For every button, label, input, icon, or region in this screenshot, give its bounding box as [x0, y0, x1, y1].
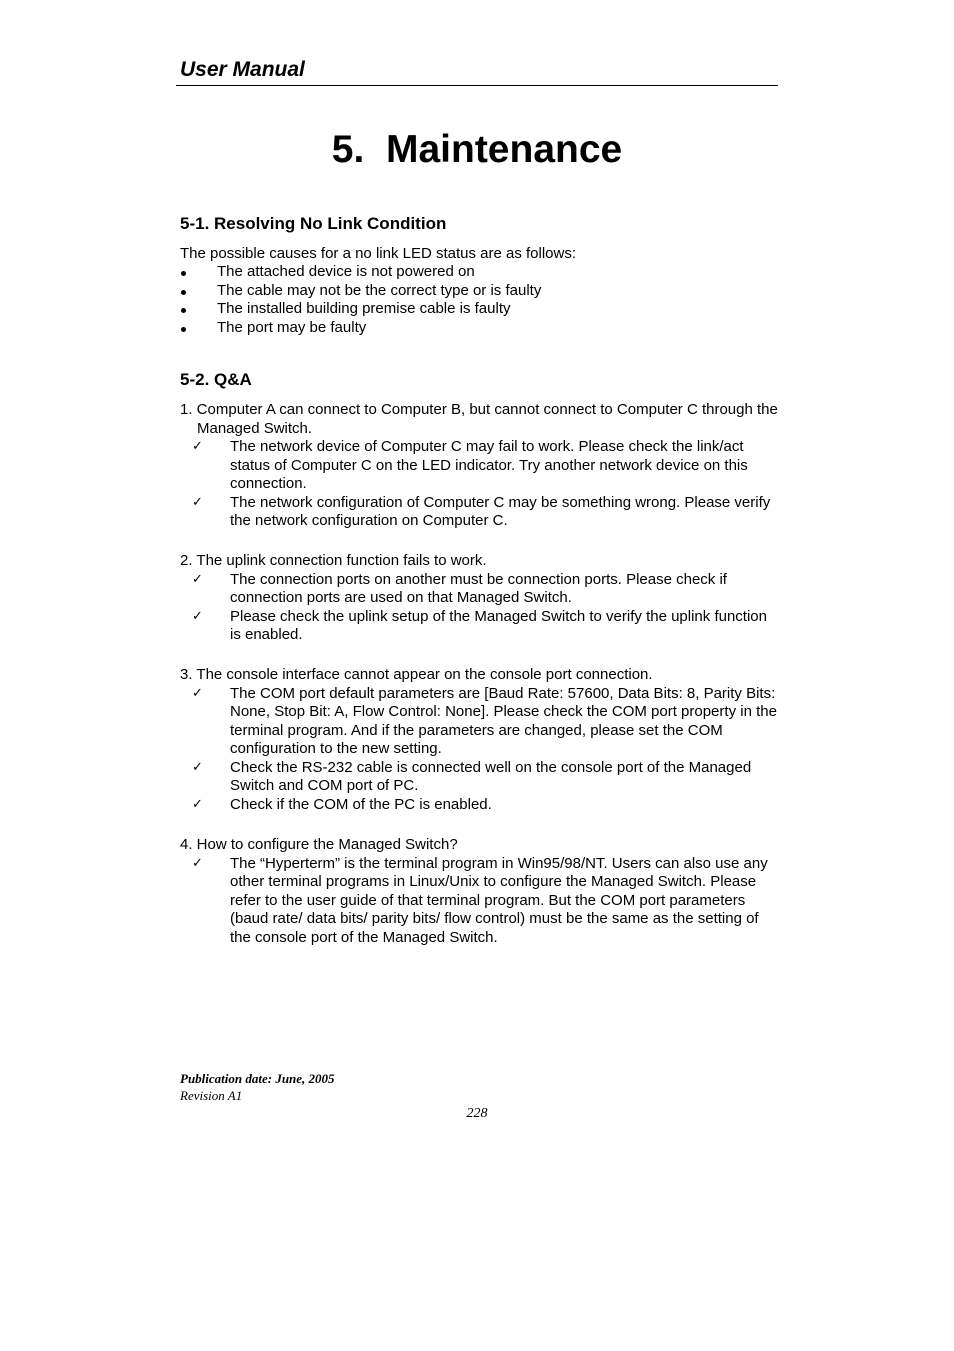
checkmark-icon: ✓	[192, 439, 203, 454]
list-item	[180, 319, 780, 338]
publication-date: Publication date: June, 2005	[180, 1071, 335, 1086]
qa-answer-text: The network device of Computer C may fail to work. Please check the link/act status of Computer C on the LED indicator. Try another network device on this connection.	[230, 438, 748, 492]
qa-question: 4. How to configure the Managed Switch?	[180, 836, 458, 853]
qa-answer	[180, 571, 780, 608]
qa-answer	[180, 438, 780, 494]
qa-question: 2. The uplink connection function fails to work.	[180, 552, 487, 569]
qa-answer	[180, 759, 780, 796]
list-item	[180, 263, 780, 282]
section-heading-qa: 5-2. Q&A	[180, 370, 252, 389]
checkmark-icon: ✓	[192, 796, 203, 812]
list-item-text: The installed building premise cable is faulty	[217, 300, 511, 317]
qa-answer-text: Check if the COM of the PC is enabled.	[230, 795, 492, 813]
list-item-text: The cable may not be the correct type or is faulty	[217, 281, 542, 299]
checkmark-icon: ✓	[192, 608, 203, 624]
section-intro: The possible causes for a no link LED status are as follows:	[180, 245, 577, 262]
qa-answer	[180, 494, 780, 531]
section-heading-no-link: 5-1. Resolving No Link Condition	[180, 214, 447, 233]
bullet-icon	[181, 327, 186, 332]
page-number: 228	[466, 1106, 488, 1121]
qa-block-1	[180, 401, 780, 531]
qa-question: 3. The console interface cannot appear on the console port connection.	[180, 666, 653, 683]
list-item	[180, 300, 780, 319]
bullet-icon	[181, 271, 186, 276]
qa-answer-text: The “Hyperterm” is the terminal program in Win95/98/NT. Users can also use any other terminal programs in Linux/Unix to configure the Managed Switch. Please refer to the user guide of that terminal program. But the COM port parameters (baud rate/ data bits/ parity bits/ flow control) must be the same as the setting of the console port of the Managed Switch.	[230, 854, 768, 946]
no-link-causes-list	[180, 263, 780, 337]
checkmark-icon: ✓	[192, 685, 203, 701]
checkmark-icon: ✓	[192, 571, 203, 587]
header-title: User Manual	[180, 58, 305, 81]
qa-block-4	[180, 836, 780, 947]
qa-answer-text: The network configuration of Computer C may be something wrong. Please verify the network configuration on Computer C.	[230, 493, 771, 529]
qa-answer	[180, 796, 780, 815]
qa-answers	[180, 438, 780, 531]
qa-answer-text: Check the RS-232 cable is connected well on the console port of the Managed Switch and COM port of PC.	[230, 758, 752, 794]
list-item	[180, 282, 780, 301]
qa-answers	[180, 571, 780, 645]
bullet-icon	[181, 308, 186, 313]
list-item-text: The port may be faulty	[217, 318, 367, 336]
qa-block-2	[180, 552, 780, 645]
checkmark-icon: ✓	[192, 759, 203, 775]
list-item-text: The attached device is not powered on	[217, 263, 475, 280]
qa-block-3	[180, 666, 780, 814]
chapter-title: 5. Maintenance	[331, 128, 623, 171]
qa-answers	[180, 685, 780, 815]
checkmark-icon: ✓	[192, 494, 203, 510]
qa-answer-text: The connection ports on another must be connection ports. Please check if connection ports are used on that Managed Switch.	[230, 570, 727, 606]
qa-answer-text: Please check the uplink setup of the Managed Switch to verify the uplink function is enabled.	[230, 607, 767, 643]
header-rule	[176, 85, 778, 86]
bullet-icon	[181, 290, 186, 295]
checkmark-icon: ✓	[192, 855, 203, 871]
qa-answer	[180, 855, 780, 948]
qa-question: 1. Computer A can connect to Computer B, but cannot connect to Computer C through the Managed Switch.	[180, 401, 778, 437]
qa-answers	[180, 855, 780, 948]
revision: Revision A1	[180, 1088, 243, 1103]
qa-answer	[180, 685, 780, 759]
qa-answer	[180, 608, 780, 645]
qa-answer-text: The COM port default parameters are [Baud Rate: 57600, Data Bits: 8, Parity Bits: None, Stop Bit: A, Flow Control: None]. Please check the COM port property in the terminal program. And if the parameters are changed, please set the COM configuration to the new setting.	[230, 684, 777, 757]
